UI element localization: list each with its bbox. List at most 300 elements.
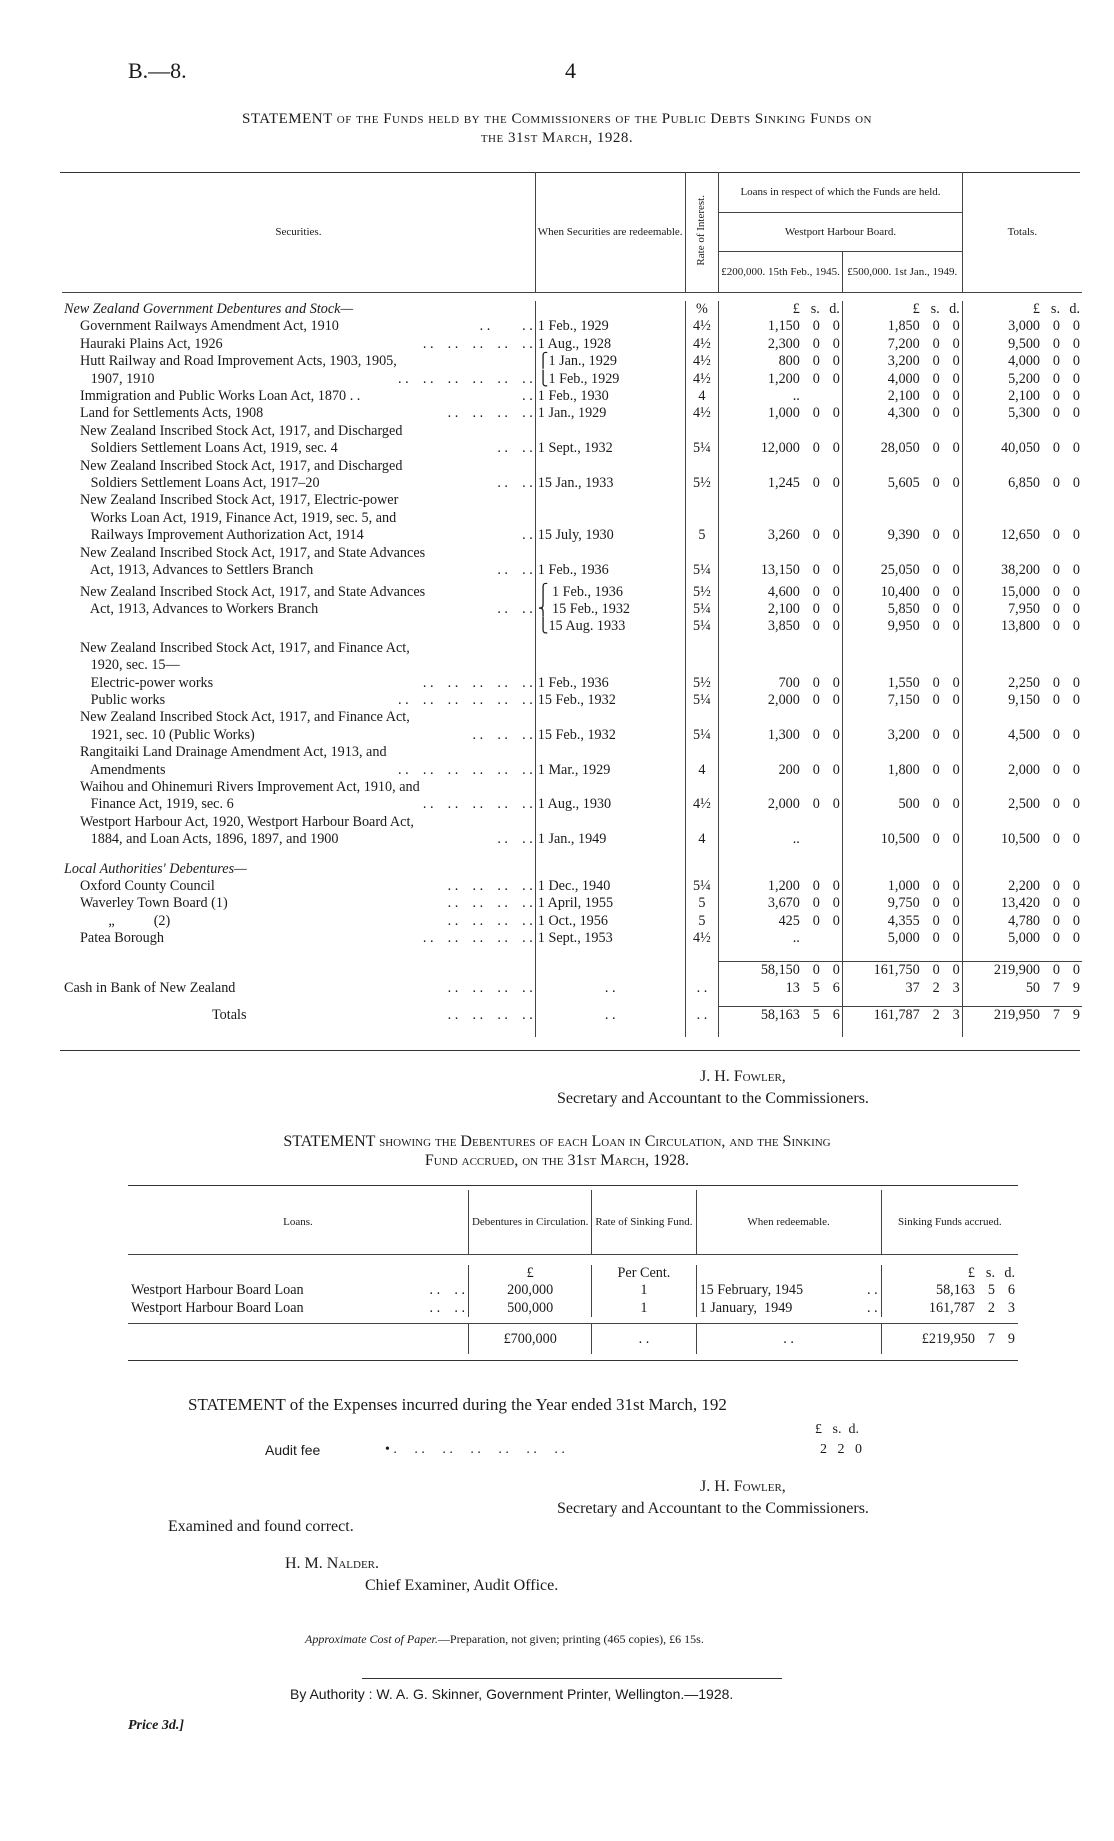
ngd-loan2-5: [842, 405, 962, 422]
ngd-total-12-l: 13,800: [1000, 618, 1040, 635]
ngd-total-16-d: 0: [1072, 726, 1080, 743]
local-loan1-2-s: 0: [812, 912, 820, 929]
ngd-loan1-14-d: 0: [832, 674, 840, 691]
totals-rate: . .: [685, 1007, 719, 1025]
ngd-security-9-leader: . . . .: [497, 562, 533, 579]
ngd-total-13: [962, 640, 1082, 675]
t2-header-loans: Loans.: [283, 1215, 313, 1228]
t2-total-sf: [881, 1324, 1018, 1355]
ngd-security-0-leader: . . . .: [479, 318, 533, 335]
ngd-loan1-10-l: 4,600: [767, 583, 800, 600]
units-row: [62, 301, 1082, 318]
statement3-title-text: STATEMENT of the Expenses incurred during the Year ended 31st March, 192: [188, 1395, 727, 1414]
ngd-security-1-leader: . . . . . . . . . .: [422, 335, 533, 352]
ngd-rate-14: 5½: [685, 675, 719, 692]
ngd-security-9: [62, 545, 535, 580]
t2-unit-l: £: [967, 1265, 975, 1281]
subtotal-total-d: 0: [1072, 962, 1080, 979]
ngd-total-5-l: 5,300: [1008, 405, 1040, 422]
ngd-loan1-8-l: 3,260: [767, 527, 800, 544]
statement2-title-line1: STATEMENT showing the Debentures of each Loan in Circulation, and the Sinking: [283, 1133, 831, 1150]
ngd-loan1-8: [719, 492, 843, 544]
ngd-total-15-d: 0: [1072, 691, 1080, 708]
local-total-3-s: 0: [1052, 930, 1060, 947]
local-loan2-3-s: 0: [932, 930, 940, 947]
table-row: [62, 371, 1082, 388]
ngd-loan2-16-s: 0: [932, 726, 940, 743]
unit-l2-d: d.: [949, 301, 960, 317]
local-loan1-0-s: 0: [812, 878, 820, 894]
ngd-total-6: [962, 423, 1082, 458]
ngd-security-15: [62, 692, 535, 709]
ngd-security-5-leader: . . . . . . . .: [447, 405, 533, 422]
ngd-total-18-l: 2,500: [1008, 796, 1040, 813]
local-when-1: 1 April, 1955: [535, 895, 685, 912]
ngd-loan2-7-d: 0: [952, 475, 960, 492]
ngd-security-7-text: New Zealand Inscribed Stock Act, 1917, and Discharged: [80, 457, 403, 474]
subtotal-loan2-d: 0: [952, 962, 960, 979]
totals-label-text: Totals: [212, 1007, 247, 1024]
funds-table: [62, 172, 1082, 1037]
t2-sf-1-s: 2: [987, 1299, 995, 1316]
ngd-loan2-10-s: 0: [932, 583, 940, 600]
local-total-3: [962, 930, 1082, 947]
ngd-loan1-1: [719, 336, 843, 353]
ngd-security-10-text: New Zealand Inscribed Stock Act, 1917, and State Advances: [80, 583, 426, 600]
local-security-1-leader: . . . . . . . .: [447, 895, 533, 912]
t2-sf-0-s: 5: [987, 1282, 995, 1299]
ngd-security-12: [62, 618, 535, 635]
t2-when-0-text: 15 February, 1945: [699, 1282, 804, 1299]
t2-loan-1: [128, 1300, 468, 1317]
ngd-total-1: [962, 336, 1082, 353]
unit-l1-l: £: [792, 301, 800, 317]
ngd-security-17-text: Rangitaiki Land Drainage Amendment Act, 1913, and: [80, 744, 387, 761]
subtotal-label: [62, 962, 535, 980]
ngd-rate-10: 5½: [685, 584, 719, 601]
subtotal-loan2-s: 0: [932, 962, 940, 979]
ngd-loan2-9-l: 25,050: [880, 562, 920, 579]
ngd-loan1-18-l: 2,000: [767, 796, 800, 813]
unit-t: [962, 301, 1082, 318]
ngd-loan1-15: [719, 692, 843, 709]
unit-l1-d: d.: [829, 301, 840, 317]
price-note: Price 3d.]: [128, 1718, 184, 1733]
ngd-total-4: [962, 388, 1082, 405]
ngd-total-5-d: 0: [1072, 405, 1080, 422]
ngd-loan1-1-d: 0: [832, 335, 840, 352]
totals-total-d: 9: [1072, 1007, 1080, 1024]
totals-loan1-d: 6: [832, 1007, 840, 1024]
ngd-loan2-1-d: 0: [952, 335, 960, 352]
t2-loan-0-text: Westport Harbour Board Loan: [131, 1282, 304, 1299]
t2-unit-s: s.: [985, 1265, 995, 1281]
cost-note-text: —Preparation, not given; printing (465 copies), £6 15s.: [437, 1632, 704, 1646]
t2-sf-0-d: 6: [1007, 1282, 1015, 1299]
ngd-loan1-0-l: 1,150: [767, 318, 800, 335]
totals-loan2-d: 3: [952, 1007, 960, 1024]
ngd-loan1-17-l: 200: [778, 761, 800, 778]
ngd-security-2-text: Hutt Railway and Road Improvement Acts, 1903, 1905,: [80, 353, 397, 370]
ngd-loan2-17: [842, 744, 962, 779]
ngd-loan2-12-d: 0: [952, 618, 960, 635]
ngd-total-4-d: 0: [1072, 388, 1080, 405]
unit-l1: [719, 301, 843, 318]
totals-total: [962, 1007, 1082, 1025]
ngd-loan1-9: [719, 545, 843, 580]
ngd-loan1-19-l: ..: [792, 831, 800, 848]
ngd-loan1-5-l: 1,000: [767, 405, 800, 422]
ngd-loan2-11: [842, 601, 962, 618]
local-total-1-l: 13,420: [1000, 895, 1040, 912]
t2-total-sf-d: 9: [1007, 1330, 1015, 1347]
ngd-total-19-s: 0: [1052, 831, 1060, 848]
debentures-table: [128, 1190, 1018, 1354]
header-loan1: £200,000. 15th Feb., 1945.: [719, 252, 843, 293]
ngd-loan1-2-l: 800: [778, 353, 800, 370]
ngd-loan2-16: [842, 709, 962, 744]
ngd-security-7: [62, 458, 535, 493]
cash-loan2: [842, 980, 962, 997]
totals-loan2-l: 161,787: [873, 1007, 920, 1024]
header-rate: [685, 172, 719, 293]
ngd-security-8-text: Works Loan Act, 1919, Finance Act, 1919, sec. 5, and: [80, 509, 397, 526]
ngd-loan1-18-d: 0: [832, 796, 840, 813]
t2-deb-1: 500,000: [468, 1300, 591, 1317]
ngd-security-0-text: Government Railways Amendment Act, 1910: [80, 318, 339, 335]
ngd-loan2-1: [842, 336, 962, 353]
ngd-when-18: 1 Aug., 1930: [535, 779, 685, 814]
table-row: [128, 1282, 1018, 1299]
table-row: [62, 423, 1082, 458]
ngd-total-12-s: 0: [1052, 618, 1060, 635]
cash-rate: . .: [685, 980, 719, 997]
ngd-total-11-s: 0: [1052, 600, 1060, 617]
ngd-total-19-l: 10,500: [1000, 831, 1040, 848]
cash-total-d: 9: [1072, 979, 1080, 996]
ngd-security-18-text: Finance Act, 1919, sec. 6: [80, 796, 234, 813]
local-security-3: [62, 930, 535, 947]
ngd-loan1-12-l: 3,850: [767, 618, 800, 635]
ngd-total-4-l: 2,100: [1008, 388, 1040, 405]
cash-row: [62, 980, 1082, 997]
ngd-security-13-text: New Zealand Inscribed Stock Act, 1917, and Finance Act,: [80, 639, 410, 656]
ngd-security-19: [62, 814, 535, 849]
ngd-security-7-leader: . . . .: [497, 475, 533, 492]
table-row: [62, 388, 1082, 405]
local-loan2-2-l: 4,355: [887, 912, 920, 929]
ngd-total-1-l: 9,500: [1008, 335, 1040, 352]
examiner-name: [285, 1555, 379, 1573]
local-security-0-text: Oxford County Council: [80, 878, 215, 894]
ngd-security-8-text: Railways Improvement Authorization Act, 1914: [80, 527, 364, 544]
ngd-loan2-8-l: 9,390: [887, 527, 920, 544]
cash-label-leader: . . . . . . . .: [447, 979, 533, 996]
ngd-loan1-8-s: 0: [812, 527, 820, 544]
ngd-total-18-d: 0: [1072, 796, 1080, 813]
ngd-total-0: [962, 318, 1082, 335]
subtotal-loan1-l: 58,150: [760, 962, 800, 979]
ngd-total-9-l: 38,200: [1000, 562, 1040, 579]
statement3-title: [188, 1395, 727, 1415]
ngd-security-14-text: Electric-power works: [80, 674, 214, 691]
ngd-total-7: [962, 458, 1082, 493]
ngd-loan2-19-l: 10,500: [880, 831, 920, 848]
examiner-name-text: H. M. Nalder.: [285, 1555, 379, 1572]
cost-note: [305, 1632, 704, 1647]
ngd-total-18-s: 0: [1052, 796, 1060, 813]
ngd-total-6-s: 0: [1052, 440, 1060, 457]
ngd-loan1-10: [719, 584, 843, 601]
ngd-when-8: 15 July, 1930: [535, 492, 685, 544]
ngd-loan2-12-s: 0: [932, 618, 940, 635]
t2-header-debentures: Debentures in Circulation.: [468, 1190, 591, 1255]
t2-header-sinking: Sinking Funds accrued.: [881, 1190, 1018, 1255]
table-row: [62, 779, 1082, 814]
ngd-when-5: 1 Jan., 1929: [535, 405, 685, 422]
t2-loan-0-leader: . . . .: [429, 1282, 465, 1299]
ngd-total-15-l: 9,150: [1008, 691, 1040, 708]
ngd-security-17: [62, 744, 535, 779]
table-row: [128, 1300, 1018, 1317]
ngd-security-18-text: Waihou and Ohinemuri Rivers Improvement Act, 1910, and: [80, 778, 420, 795]
ngd-rate-17: 4: [685, 744, 719, 779]
ngd-total-3-s: 0: [1052, 370, 1060, 387]
totals-loan2: [842, 1007, 962, 1025]
ngd-total-10-s: 0: [1052, 583, 1060, 600]
cash-total-l: 50: [1025, 979, 1040, 996]
t2-rate-0: 1: [592, 1282, 696, 1299]
ngd-security-4-text: Immigration and Public Works Loan Act, 1870 . .: [80, 388, 361, 405]
ngd-loan2-11-s: 0: [932, 600, 940, 617]
ngd-when-1: 1 Aug., 1928: [535, 336, 685, 353]
ngd-loan2-8: [842, 492, 962, 544]
ngd-rate-12: 5¼: [685, 618, 719, 635]
ngd-loan1-1-s: 0: [812, 335, 820, 352]
t2-loan-1-leader: . . . .: [429, 1299, 465, 1316]
ngd-loan2-14-s: 0: [932, 674, 940, 691]
ngd-security-16-leader: . . . . . .: [472, 726, 533, 743]
cash-loan1-l: 13: [785, 979, 800, 996]
ngd-rate-16: 5¼: [685, 709, 719, 744]
t2-when-1-leader: . .: [867, 1299, 878, 1316]
table-row: [62, 675, 1082, 692]
ngd-loan2-1-s: 0: [932, 335, 940, 352]
ngd-loan2-4-l: 2,100: [887, 388, 920, 405]
unit-l2: [842, 301, 962, 318]
local-loan2-3: [842, 930, 962, 947]
t2-total-sf-s: 7: [987, 1330, 995, 1347]
local-loan2-3-d: 0: [952, 930, 960, 947]
subtotal-loan1-s: 0: [812, 962, 820, 979]
ngd-loan2-12: [842, 618, 962, 635]
t2-sf-0-l: 58,163: [935, 1282, 975, 1299]
ngd-loan2-15-l: 7,150: [887, 691, 920, 708]
unit-when: [535, 301, 685, 318]
ngd-total-10-d: 0: [1072, 583, 1080, 600]
local-loan2-1-s: 0: [932, 895, 940, 912]
ngd-loan2-14-d: 0: [952, 674, 960, 691]
ngd-loan1-9-l: 13,150: [760, 562, 800, 579]
ngd-total-3-d: 0: [1072, 370, 1080, 387]
local-total-0-l: 2,200: [1008, 878, 1040, 894]
ngd-loan2-0-l: 1,850: [887, 318, 920, 335]
ngd-security-19-leader: . . . .: [497, 831, 533, 848]
ngd-loan1-4: [719, 388, 843, 405]
cash-loan2-l: 37: [905, 979, 920, 996]
ngd-loan2-15-s: 0: [932, 691, 940, 708]
ngd-security-11: [62, 601, 535, 618]
ngd-total-15-s: 0: [1052, 691, 1060, 708]
ngd-loan1-3-s: 0: [812, 370, 820, 387]
section1-title: New Zealand Government Debentures and Stock—: [64, 301, 354, 317]
ngd-security-10: [62, 584, 535, 601]
local-security-0: [62, 878, 535, 895]
ngd-total-1-s: 0: [1052, 335, 1060, 352]
signature1-name: [700, 1068, 786, 1086]
ngd-loan1-16-s: 0: [812, 726, 820, 743]
statement2-title-line2: Fund accrued, on the 31st March, 1928.: [424, 1152, 690, 1169]
signature1-title: Secretary and Accountant to the Commissioners.: [557, 1090, 869, 1107]
ngd-total-12: [962, 618, 1082, 635]
ngd-loan2-10-d: 0: [952, 583, 960, 600]
t2-unit-deb: £: [468, 1265, 591, 1282]
ngd-security-7-text: Soldiers Settlement Loans Act, 1917–20: [80, 475, 320, 492]
statement3-amount: 2 2 0: [820, 1442, 862, 1457]
ngd-loan2-3: [842, 371, 962, 388]
ngd-loan2-15: [842, 692, 962, 709]
ngd-when-9: 1 Feb., 1936: [535, 545, 685, 580]
ngd-security-19-text: 1884, and Loan Acts, 1896, 1897, and 1900: [80, 831, 339, 848]
ngd-loan1-13: [719, 640, 843, 675]
ngd-loan2-7: [842, 458, 962, 493]
ngd-security-8-leader: . .: [522, 527, 533, 544]
ngd-loan2-8-d: 0: [952, 527, 960, 544]
ngd-loan2-7-s: 0: [932, 475, 940, 492]
table-row: [62, 895, 1082, 912]
ngd-loan2-18-l: 500: [898, 796, 920, 813]
ngd-loan2-6-d: 0: [952, 440, 960, 457]
statement1-title-line1: STATEMENT of the Funds held by the Commissioners of the Public Debts Sinking Funds on: [241, 111, 872, 127]
t2-sf-1: [881, 1300, 1018, 1317]
local-loan2-0-d: 0: [952, 878, 960, 894]
ngd-when-14: 1 Feb., 1936: [535, 675, 685, 692]
local-loan1-0-l: 1,200: [767, 878, 800, 894]
ngd-loan1-3: [719, 371, 843, 388]
ngd-loan1-15-l: 2,000: [767, 691, 800, 708]
ngd-security-17-leader: . . . . . . . . . . . .: [398, 761, 533, 778]
signature2-name-text: J. H. Fowler,: [700, 1478, 786, 1495]
ngd-loan1-12: [719, 618, 843, 635]
statement1-title-line2: the 31st March, 1928.: [480, 130, 634, 146]
ngd-loan1-0: [719, 318, 843, 335]
ngd-when-10: ⎧ 1 Feb., 1936: [535, 584, 685, 601]
ngd-loan1-4-l: ..: [792, 388, 800, 405]
ngd-loan2-16-l: 3,200: [887, 726, 920, 743]
ngd-security-16-text: New Zealand Inscribed Stock Act, 1917, and Finance Act,: [80, 709, 410, 726]
local-loan1-1: [719, 895, 843, 912]
ngd-rate-4: 4: [685, 388, 719, 405]
ngd-loan1-17-d: 0: [832, 761, 840, 778]
authority-line: By Authority : W. A. G. Skinner, Government Printer, Wellington.—1928.: [290, 1686, 734, 1702]
ngd-loan2-19-s: 0: [932, 831, 940, 848]
ngd-loan2-3-s: 0: [932, 370, 940, 387]
ngd-security-5: [62, 405, 535, 422]
ngd-rate-2: 4½: [685, 353, 719, 370]
local-total-1: [962, 895, 1082, 912]
ngd-loan2-4-s: 0: [932, 388, 940, 405]
ngd-loan1-10-d: 0: [832, 583, 840, 600]
local-security-3-text: Patea Borough: [80, 930, 164, 947]
ngd-total-0-d: 0: [1072, 318, 1080, 335]
ngd-rate-11: 5¼: [685, 601, 719, 618]
t2-sf-1-d: 3: [1007, 1299, 1015, 1316]
ngd-total-12-d: 0: [1072, 618, 1080, 635]
local-security-1: [62, 895, 535, 912]
ngd-security-3-leader: . . . . . . . . . . . .: [398, 370, 533, 387]
ngd-security-15-leader: . . . . . . . . . . . .: [398, 691, 533, 708]
ngd-rate-3: 4½: [685, 371, 719, 388]
cash-total-s: 7: [1052, 979, 1060, 996]
cash-total: [962, 980, 1082, 997]
ngd-loan1-11-d: 0: [832, 600, 840, 617]
t2-unit-lsd: [881, 1265, 1018, 1282]
ngd-loan1-11-s: 0: [812, 600, 820, 617]
ngd-loan1-12-s: 0: [812, 618, 820, 635]
local-loan2-3-l: 5,000: [887, 930, 920, 947]
statement3-dots: • . . . . . . . . . . . . .: [385, 1442, 565, 1457]
ngd-loan1-7-d: 0: [832, 475, 840, 492]
ngd-loan2-12-l: 9,950: [887, 618, 920, 635]
signature1-name-text: J. H. Fowler,: [700, 1068, 786, 1085]
ngd-total-7-s: 0: [1052, 475, 1060, 492]
table-row: [62, 545, 1082, 580]
ngd-loan1-16: [719, 709, 843, 744]
funds-table-body: [62, 301, 1082, 1037]
ngd-security-16: [62, 709, 535, 744]
unit-t-d: d.: [1069, 301, 1080, 317]
ngd-security-18-leader: . . . . . . . . . .: [422, 796, 533, 813]
table-row: [62, 458, 1082, 493]
ngd-security-0: [62, 318, 535, 335]
ngd-security-1-text: Hauraki Plains Act, 1926: [80, 335, 223, 352]
page-number: 4: [565, 58, 576, 83]
ngd-total-8-s: 0: [1052, 527, 1060, 544]
ngd-total-2-d: 0: [1072, 353, 1080, 370]
table-row: [62, 930, 1082, 947]
totals-total-s: 7: [1052, 1007, 1060, 1024]
ngd-loan1-5-s: 0: [812, 405, 820, 422]
ngd-rate-13: [685, 640, 719, 675]
ngd-total-8-l: 12,650: [1000, 527, 1040, 544]
local-loan1-1-s: 0: [812, 895, 820, 912]
document-code: B.—8.: [128, 58, 187, 83]
subtotal-row: [62, 962, 1082, 980]
cash-loan2-d: 3: [952, 979, 960, 996]
ngd-rate-6: 5¼: [685, 423, 719, 458]
ngd-when-2: ⎧1 Jan., 1929: [535, 353, 685, 370]
subtotal-total-l: 219,900: [993, 962, 1040, 979]
ngd-loan1-17: [719, 744, 843, 779]
table-row: [62, 913, 1082, 930]
subtotal-loan2-l: 161,750: [873, 962, 920, 979]
ngd-loan1-18-s: 0: [812, 796, 820, 813]
ngd-loan1-14: [719, 675, 843, 692]
ngd-security-3: [62, 371, 535, 388]
ngd-loan1-19: [719, 814, 843, 849]
local-security-1-text: Waverley Town Board (1): [80, 895, 228, 912]
table-row: [62, 318, 1082, 335]
